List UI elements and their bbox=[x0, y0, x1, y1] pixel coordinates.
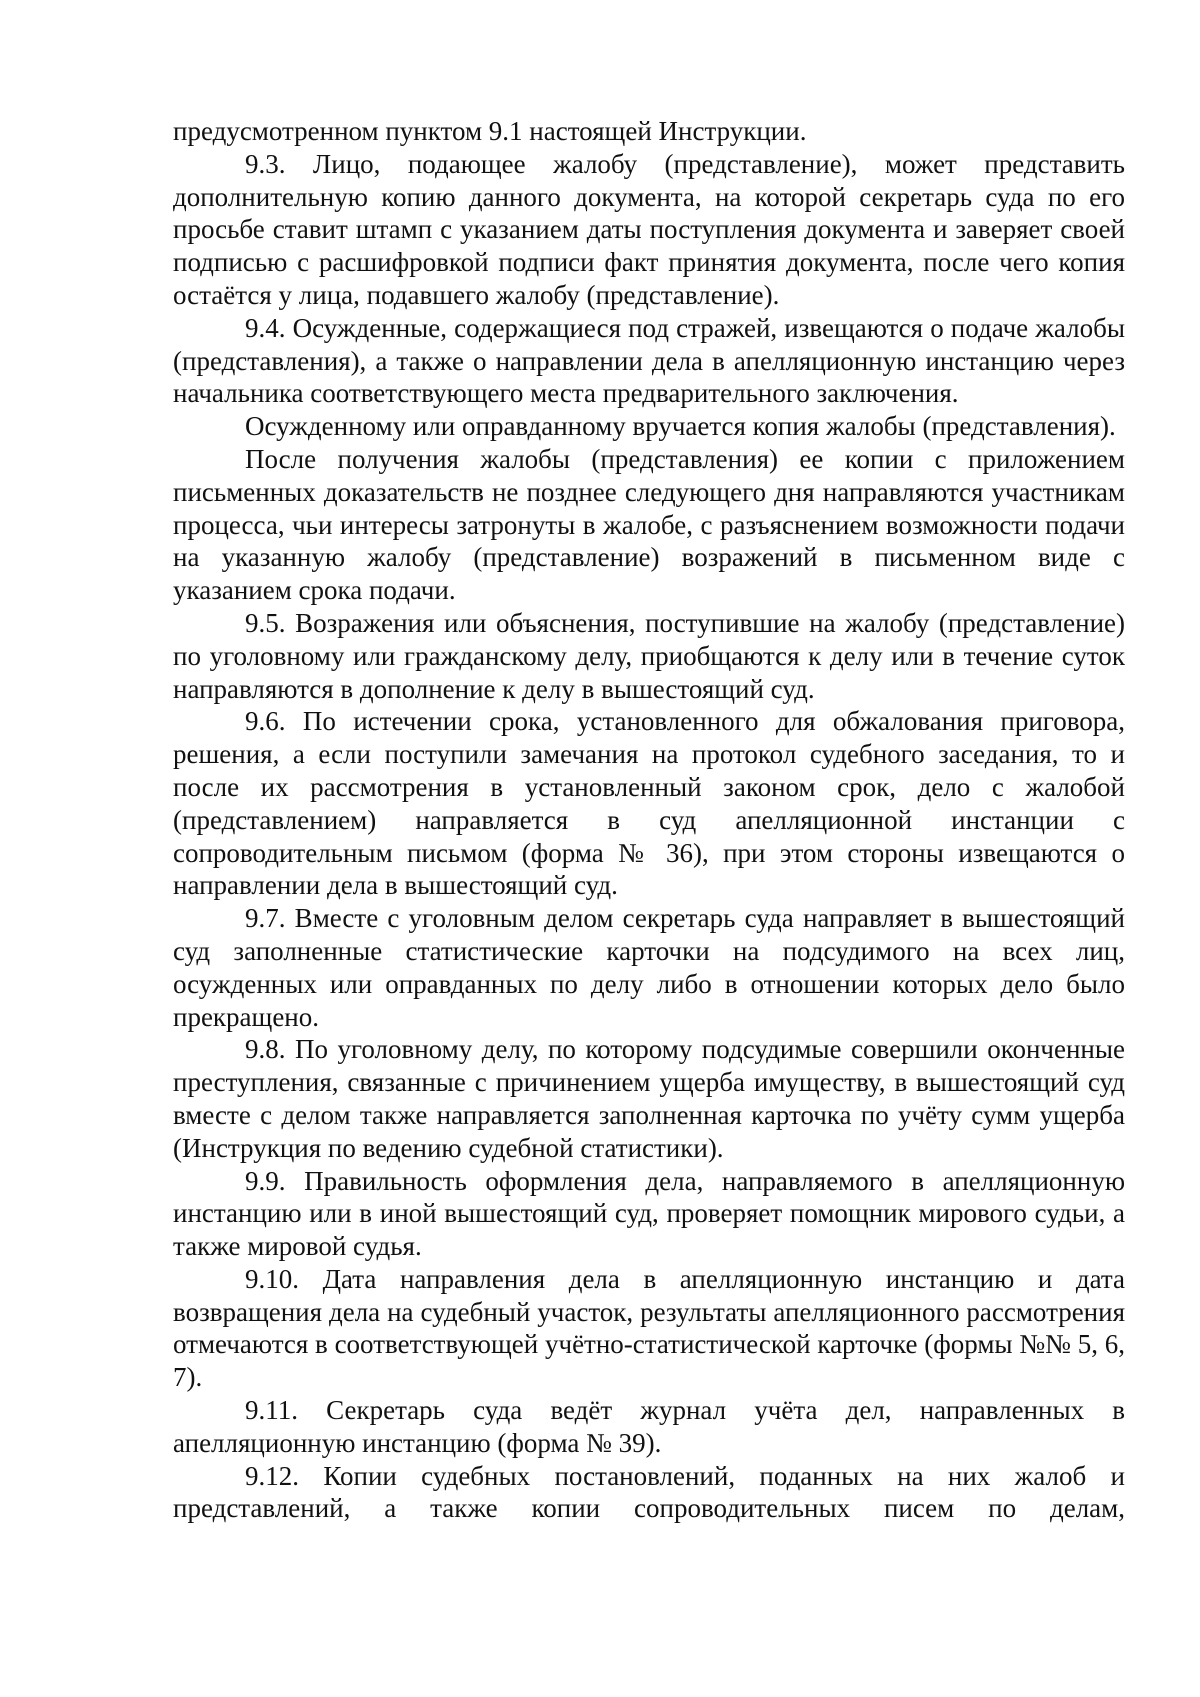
paragraph-9-9: 9.9. Правильность оформления дела, направляемого в апелляционную инстанцию или в иной вышестоящий суд, проверяет помощник мирового судьи, а также мировой судья. bbox=[173, 1165, 1125, 1262]
paragraph-copy-delivery: Осужденному или оправданному вручается копия жалобы (представления). bbox=[245, 411, 1116, 442]
document-body bbox=[173, 115, 1125, 1525]
paragraph-9-6: 9.6. По истечении срока, установленного для обжалования приговора, решения, а если поступили замечания на протокол судебного заседания, то и после их рассмотрения в установленный законом срок, дело с жалобой (представлением) направляется в суд апелляционной инстанции с сопроводительным письмом (форма № 36), при этом стороны извещаются о направлении дела в вышестоящий суд. bbox=[173, 706, 1125, 901]
paragraph-9-8: 9.8. По уголовному делу, по которому подсудимые совершили оконченные преступления, связанные с причинением ущерба имуществу, в вышестоящий суд вместе с делом также направляется заполненная карточка по учёту сумм ущерба (Инструкция по ведению судебной статистики). bbox=[173, 1034, 1125, 1163]
paragraph-9-5: 9.5. Возражения или объяснения, поступившие на жалобу (представление) по уголовному или гражданскому делу, приобщаются к делу или в течение суток направляются в дополнение к делу в вышестоящий суд. bbox=[173, 607, 1125, 704]
paragraph-9-4: 9.4. Осужденные, содержащиеся под стражей, извещаются о подаче жалобы (представления), а также о направлении дела в апелляционную инстанцию через начальника соответствующего места предварительного заключения. bbox=[173, 312, 1125, 409]
paragraph-9-3: 9.3. Лицо, подающее жалобу (представление), может представить дополнительную копию данного документа, на которой секретарь суда по его просьбе ставит штамп с указанием даты поступления документа и заверяет своей подписью с расшифровкой подписи факт принятия документа, после чего копия остаётся у лица, подавшего жалобу (представление). bbox=[173, 148, 1125, 310]
paragraph-continuation: предусмотренном пунктом 9.1 настоящей Инструкции. bbox=[173, 116, 807, 146]
paragraph-9-7: 9.7. Вместе с уголовным делом секретарь суда направляет в вышестоящий суд заполненные статистические карточки на подсудимого на всех лиц, осужденных или оправданных по делу либо в отношении которых дело было прекращено. bbox=[173, 903, 1125, 1032]
paragraph-9-10: 9.10. Дата направления дела в апелляционную инстанцию и дата возвращения дела на судебный участок, результаты апелляционного рассмотрения отмечаются в соответствующей учётно-статистической карточке (формы №№ 5, 6, 7). bbox=[173, 1263, 1125, 1393]
paragraph-9-11: 9.11. Секретарь суда ведёт журнал учёта дел, направленных в апелляционную инстанцию (форма № 39). bbox=[173, 1395, 1125, 1458]
paragraph-after-receipt: После получения жалобы (представления) ее копии с приложением письменных доказательств не позднее следующего дня направляются участникам процесса, чьи интересы затронуты в жалобе, с разъяснением возможности подачи на указанную жалобу (представление) возражений в письменном виде с указанием срока подачи. bbox=[173, 443, 1125, 606]
paragraph-9-12: 9.12. Копии судебных постановлений, поданных на них жалоб и представлений, а также копии сопроводительных писем по делам, bbox=[173, 1460, 1125, 1524]
